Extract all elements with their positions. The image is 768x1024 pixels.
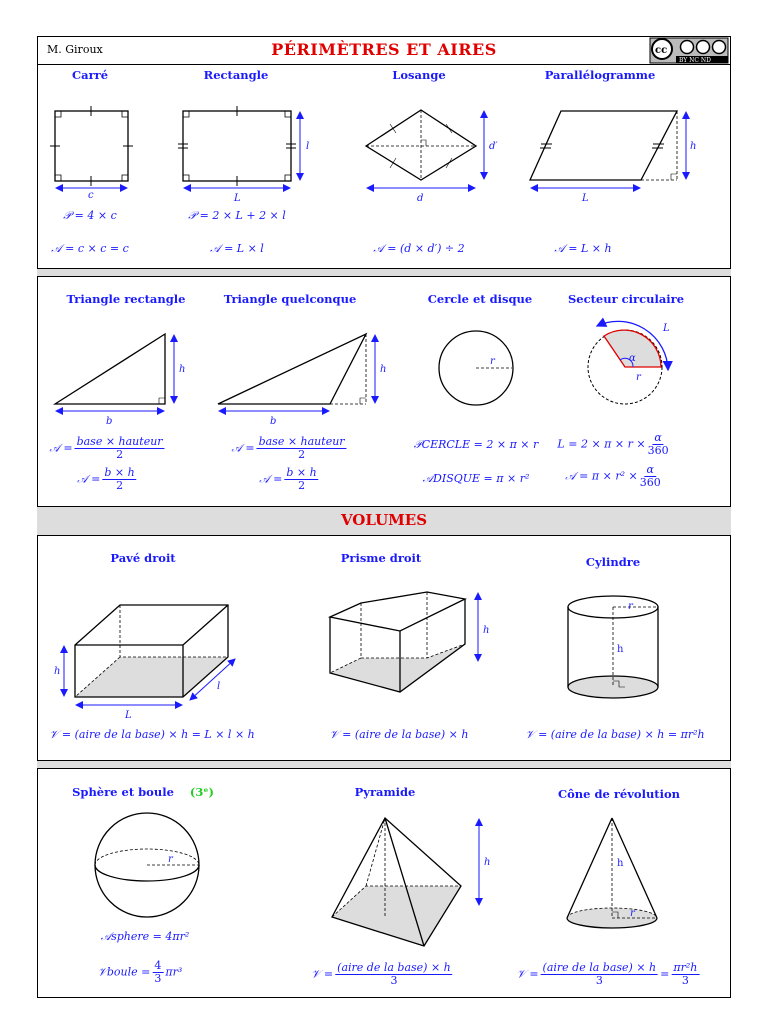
page-title: PÉRIMÈTRES ET AIRES bbox=[271, 40, 497, 59]
formula-longueur-secteur: L = 2 × π × r × $\frac{\alpha}{360}$ bbox=[557, 431, 669, 457]
label-L-rect: L bbox=[234, 193, 241, 204]
figure-cone bbox=[567, 818, 657, 928]
formula-aire-rectangle: 𝒜 = L × l bbox=[210, 242, 264, 255]
formula-aire-parallelogramme: 𝒜 = L × h bbox=[554, 242, 612, 255]
formula-aire-tr-2: 𝒜 = $\frac{b \times h}{2}$ bbox=[77, 466, 135, 492]
figure-rectangle bbox=[178, 106, 300, 188]
formula-volume-cylindre: 𝒱 = (aire de la base) × h = πr²h bbox=[525, 728, 705, 741]
figure-pave-droit bbox=[64, 605, 235, 705]
figure-carre bbox=[50, 106, 133, 188]
section-title-volumes: VOLUMES bbox=[340, 511, 428, 529]
label-l-pave: l bbox=[217, 681, 221, 692]
label-alpha: α bbox=[629, 353, 636, 364]
figure-parallelogramme bbox=[530, 111, 686, 188]
label-r-cercle: r bbox=[490, 356, 495, 367]
label-r-sphere: r bbox=[168, 854, 173, 865]
title-pave-droit: Pavé droit bbox=[110, 551, 176, 565]
figure-cylindre bbox=[568, 596, 658, 698]
formula-aire-tq-1: 𝒜 = base × hauteur 2 bbox=[231, 435, 345, 461]
label-h-para: h bbox=[690, 141, 697, 152]
level-badge: (3ᵉ) bbox=[189, 785, 214, 799]
label-r-cyl: r bbox=[628, 601, 633, 612]
label-r-secteur: r bbox=[636, 372, 641, 383]
formula-aire-tq-2: 𝒜 = $\frac{b \times h}{2}$ bbox=[259, 466, 317, 492]
label-c: c bbox=[88, 190, 94, 201]
figure-triangle-quelconque bbox=[218, 334, 375, 411]
svg-text:BY NC ND: BY NC ND bbox=[679, 57, 711, 64]
title-rectangle: Rectangle bbox=[203, 68, 269, 82]
figure-sphere bbox=[95, 813, 199, 917]
formula-perimetre-cercle: 𝒫CERCLE = 2 × π × r bbox=[413, 438, 539, 451]
formula-volume-boule: 𝒱boule = $\frac{4}{3}$ πr³ bbox=[97, 959, 183, 985]
label-d-prime: d′ bbox=[489, 141, 498, 152]
figure-pyramide bbox=[332, 818, 479, 946]
formula-aire-disque: 𝒜DISQUE = π × r² bbox=[422, 472, 530, 485]
label-L-para: L bbox=[582, 193, 589, 204]
title-carre: Carré bbox=[71, 68, 109, 82]
title-sphere: Sphère et boule (3ᵉ) bbox=[72, 785, 214, 799]
label-h-prisme: h bbox=[483, 625, 490, 636]
title-pyramide: Pyramide bbox=[354, 785, 416, 799]
formula-volume-pave: 𝒱 = (aire de la base) × h = L × l × h bbox=[49, 728, 255, 741]
author: M. Giroux bbox=[47, 43, 103, 56]
figure-secteur bbox=[588, 321, 668, 404]
formula-aire-sphere: 𝒜sphere = 4πr² bbox=[100, 930, 190, 943]
title-prisme-droit: Prisme droit bbox=[340, 551, 422, 565]
title-secteur: Secteur circulaire bbox=[567, 292, 685, 306]
label-h-pave: h bbox=[54, 666, 61, 677]
label-b-tq: b bbox=[270, 416, 277, 427]
label-L-pave: L bbox=[125, 710, 132, 721]
title-losange: Losange bbox=[392, 68, 446, 82]
title-parallelogramme: Parallélogramme bbox=[544, 68, 656, 82]
label-h-cone: h bbox=[617, 858, 624, 869]
svg-text:cc: cc bbox=[655, 45, 668, 56]
formula-perimetre-rectangle: 𝒫 = 2 × L + 2 × l bbox=[188, 209, 286, 222]
formula-volume-cone: 𝒱 = (aire de la base) × h 3 = $\frac{\text{πr²h}}{3}$ bbox=[516, 961, 698, 987]
formula-aire-secteur: 𝒜 = π × r² × $\frac{\alpha}{360}$ bbox=[565, 463, 661, 489]
figure-triangle-rectangle bbox=[55, 334, 174, 411]
label-h-pyr: h bbox=[484, 857, 491, 868]
figure-prisme-droit bbox=[330, 592, 478, 692]
label-L-secteur: L bbox=[663, 323, 670, 334]
figure-losange bbox=[366, 110, 484, 188]
label-h-tr: h bbox=[179, 364, 186, 375]
title-cercle: Cercle et disque bbox=[427, 292, 533, 306]
formula-perimetre-carre: 𝒫 = 4 × c bbox=[63, 209, 117, 222]
label-l-rect: l bbox=[306, 141, 310, 152]
label-d: d bbox=[417, 193, 424, 204]
title-cone: Cône de révolution bbox=[557, 787, 681, 801]
title-triangle-rectangle: Triangle rectangle bbox=[66, 292, 186, 306]
formula-aire-carre: 𝒜 = c × c = c bbox=[51, 242, 129, 255]
label-r-cone: r bbox=[630, 908, 635, 919]
title-triangle-quelconque: Triangle quelconque bbox=[223, 292, 357, 306]
title-cylindre: Cylindre bbox=[585, 555, 641, 569]
formula-volume-prisme: 𝒱 = (aire de la base) × h bbox=[329, 728, 469, 741]
label-b-tr: b bbox=[106, 416, 113, 427]
formula-aire-losange: 𝒜 = (d × d′) ÷ 2 bbox=[373, 242, 465, 255]
label-h-cyl: h bbox=[617, 644, 624, 655]
formula-aire-tr-1: 𝒜 = base × hauteur 2 bbox=[49, 435, 163, 461]
figure-cercle bbox=[439, 331, 513, 405]
formula-volume-pyramide: 𝒱 = (aire de la base) × h 3 bbox=[311, 961, 451, 987]
label-h-tq: h bbox=[380, 364, 387, 375]
